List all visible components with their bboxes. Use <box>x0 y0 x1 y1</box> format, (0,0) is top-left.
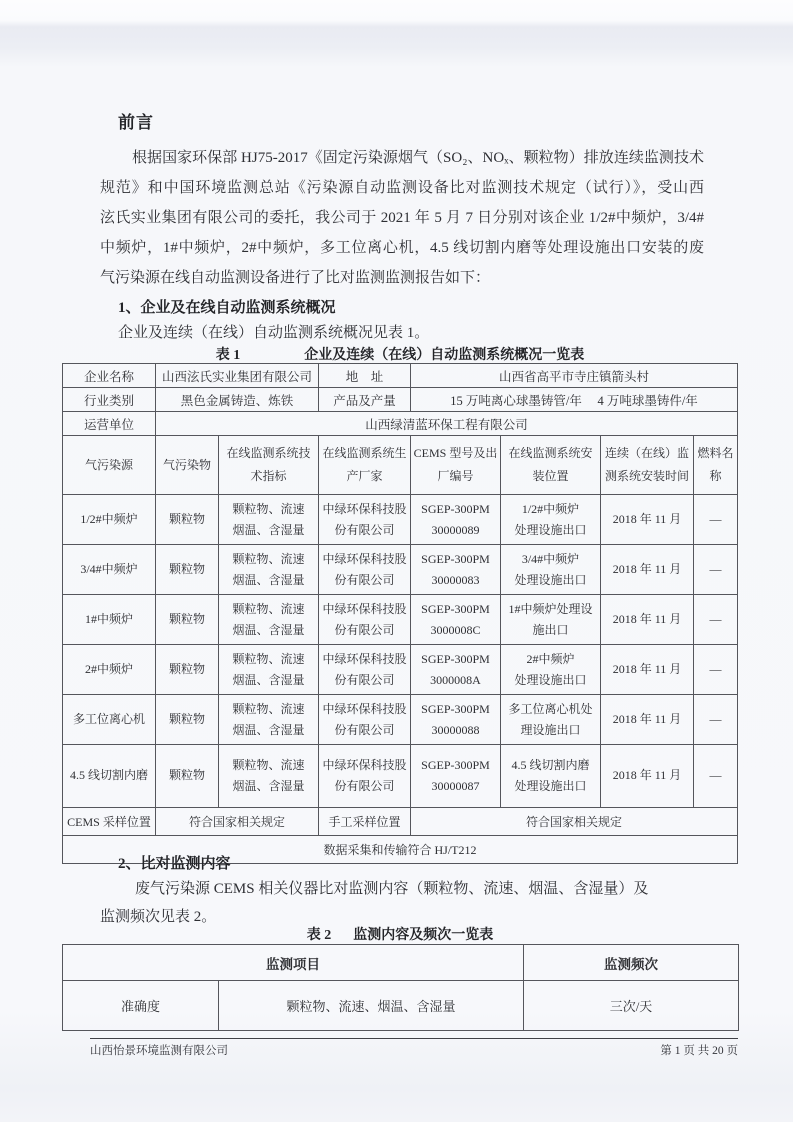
install-time: 2018 年 11 月 <box>601 745 694 808</box>
column-header-items: 监测项目 <box>63 945 524 981</box>
section2-heading: 2、比对监测内容 <box>118 856 231 872</box>
table2-caption-title: 监测内容及频次一览表 <box>353 928 494 943</box>
table-row <box>63 645 738 695</box>
section1-intro: 企业及连续（在线）自动监测系统概况见表 1。 <box>118 325 430 341</box>
column-header: 在线监测系统生产厂家 <box>319 436 411 495</box>
table1-caption-title: 企业及连续（在线）自动监测系统概况一览表 <box>304 348 585 363</box>
table-row <box>63 695 738 745</box>
pollution-source: 4.5 线切割内磨 <box>63 745 156 808</box>
tech-indicators: 颗粒物、流速 烟温、含湿量 <box>219 745 319 808</box>
product-label: 产品及产量 <box>319 388 411 412</box>
table-row <box>63 495 738 545</box>
table-row <box>63 388 738 412</box>
operator-label: 运营单位 <box>63 412 156 436</box>
industry-value: 黑色金属铸造、炼铁 <box>156 388 319 412</box>
product-value: 15 万吨离心球墨铸管/年 4 万吨球墨铸件/年 <box>411 388 738 412</box>
install-location: 1#中频炉处理设 施出口 <box>501 595 601 645</box>
pollution-source: 2#中频炉 <box>63 645 156 695</box>
cems-model: SGEP-300PM 30000087 <box>411 745 501 808</box>
paragraph-line: 规范》和中国环境监测总站《污染源自动监测设备比对监测技术规定（试行）》，受山西 <box>100 180 704 196</box>
cems-model: SGEP-300PM 3000008A <box>411 645 501 695</box>
footer-company: 山西怡景环境监测有限公司 <box>90 1045 228 1057</box>
table2-monitoring <box>62 944 739 1031</box>
monitoring-frequency: 三次/天 <box>524 981 739 1031</box>
fuel-name: — <box>694 545 738 595</box>
table-row <box>63 364 738 388</box>
fuel-name: — <box>694 595 738 645</box>
table1-overview <box>62 363 738 864</box>
paragraph-line: 中频炉，1#中频炉，2#中频炉，多工位离心机，4.5 线切割内磨等处理设施出口安装的废 <box>100 240 704 256</box>
pollution-source: 1/2#中频炉 <box>63 495 156 545</box>
cems-model: SGEP-300PM 30000089 <box>411 495 501 545</box>
install-location: 多工位离心机处 理设施出口 <box>501 695 601 745</box>
column-header: 气污染源 <box>63 436 156 495</box>
table1-caption-label: 表 1 <box>215 348 241 363</box>
column-header: 在线监测系统安装位置 <box>501 436 601 495</box>
tech-indicators: 颗粒物、流速 烟温、含湿量 <box>219 695 319 745</box>
table1-caption <box>62 344 738 364</box>
industry-label: 行业类别 <box>63 388 156 412</box>
pollutant: 颗粒物 <box>156 645 219 695</box>
install-location: 4.5 线切割内磨 处理设施出口 <box>501 745 601 808</box>
company-name-label: 企业名称 <box>63 364 156 388</box>
preface-heading: 前言 <box>118 113 154 132</box>
install-location: 3/4#中频炉 处理设施出口 <box>501 545 601 595</box>
pollutant: 颗粒物 <box>156 695 219 745</box>
data-transmission-note: 数据采集和传输符合 HJ/T212 <box>63 836 738 864</box>
table2-header-row <box>63 945 739 981</box>
fuel-name: — <box>694 745 738 808</box>
cems-model: SGEP-300PM 30000088 <box>411 695 501 745</box>
tech-indicators: 颗粒物、流速 烟温、含湿量 <box>219 645 319 695</box>
cems-sampling-label: CEMS 采样位置 <box>63 808 156 836</box>
pollution-source: 3/4#中频炉 <box>63 545 156 595</box>
manufacturer: 中绿环保科技股 份有限公司 <box>319 745 411 808</box>
column-header: 在线监测系统技术指标 <box>219 436 319 495</box>
table-row <box>63 595 738 645</box>
table2-caption-label: 表 2 <box>306 928 332 943</box>
manual-sampling-label: 手工采样位置 <box>319 808 411 836</box>
cems-sampling-value: 符合国家相关规定 <box>156 808 319 836</box>
accuracy-label: 准确度 <box>63 981 219 1031</box>
pollutant: 颗粒物 <box>156 495 219 545</box>
fuel-name: — <box>694 695 738 745</box>
install-location: 2#中频炉 处理设施出口 <box>501 645 601 695</box>
column-header: 气污染物 <box>156 436 219 495</box>
manufacturer: 中绿环保科技股 份有限公司 <box>319 695 411 745</box>
paragraph-line: 气污染源在线自动监测设备进行了比对监测监测报告如下： <box>100 270 491 286</box>
monitoring-items: 颗粒物、流速、烟温、含湿量 <box>219 981 524 1031</box>
address-label: 地 址 <box>319 364 411 388</box>
company-name-value: 山西泫氏实业集团有限公司 <box>156 364 319 388</box>
paragraph-line: 泫氏实业集团有限公司的委托，我公司于 2021 年 5 月 7 日分别对该企业 1/2#中频炉，3/4# <box>100 210 704 226</box>
manufacturer: 中绿环保科技股 份有限公司 <box>319 495 411 545</box>
page-footer <box>90 1038 738 1058</box>
address-value: 山西省高平市寺庄镇箭头村 <box>411 364 738 388</box>
preface-paragraph <box>100 143 704 293</box>
table-row <box>63 808 738 836</box>
column-header: 燃料名称 <box>694 436 738 495</box>
pollution-source: 1#中频炉 <box>63 595 156 645</box>
install-time: 2018 年 11 月 <box>601 645 694 695</box>
pollutant: 颗粒物 <box>156 595 219 645</box>
manufacturer: 中绿环保科技股 份有限公司 <box>319 545 411 595</box>
table1-header-row <box>63 436 738 495</box>
cems-model: SGEP-300PM 30000083 <box>411 545 501 595</box>
tech-indicators: 颗粒物、流速 烟温、含湿量 <box>219 595 319 645</box>
install-time: 2018 年 11 月 <box>601 495 694 545</box>
install-time: 2018 年 11 月 <box>601 545 694 595</box>
install-location: 1/2#中频炉 处理设施出口 <box>501 495 601 545</box>
column-header: CEMS 型号及出厂编号 <box>411 436 501 495</box>
install-time: 2018 年 11 月 <box>601 595 694 645</box>
manufacturer: 中绿环保科技股 份有限公司 <box>319 595 411 645</box>
table-row <box>63 745 738 808</box>
tech-indicators: 颗粒物、流速 烟温、含湿量 <box>219 495 319 545</box>
table-row <box>63 981 739 1031</box>
fuel-name: — <box>694 645 738 695</box>
section2-body-line2: 监测频次见表 2。 <box>100 909 217 925</box>
column-header-frequency: 监测频次 <box>524 945 739 981</box>
section2-body-line1: 废气污染源 CEMS 相关仪器比对监测内容（颗粒物、流速、烟温、含湿量）及 <box>135 881 649 897</box>
tech-indicators: 颗粒物、流速 烟温、含湿量 <box>219 545 319 595</box>
footer-page-number: 第 1 页 共 20 页 <box>660 1045 738 1057</box>
section1-heading: 1、企业及在线自动监测系统概况 <box>118 300 336 316</box>
operator-value: 山西绿清蓝环保工程有限公司 <box>156 412 738 436</box>
pollutant: 颗粒物 <box>156 745 219 808</box>
pollutant: 颗粒物 <box>156 545 219 595</box>
cems-model: SGEP-300PM 3000008C <box>411 595 501 645</box>
fuel-name: — <box>694 495 738 545</box>
table-row <box>63 412 738 436</box>
table-row <box>63 545 738 595</box>
install-time: 2018 年 11 月 <box>601 695 694 745</box>
column-header: 连续（在线）监测系统安装时间 <box>601 436 694 495</box>
paragraph-line: 根据国家环保部 HJ75-2017《固定污染源烟气（SO₂、NOₓ、颗粒物）排放连续监测技术 <box>132 150 704 166</box>
manufacturer: 中绿环保科技股 份有限公司 <box>319 645 411 695</box>
manual-sampling-value: 符合国家相关规定 <box>411 808 738 836</box>
pollution-source: 多工位离心机 <box>63 695 156 745</box>
table2-caption <box>62 924 738 944</box>
